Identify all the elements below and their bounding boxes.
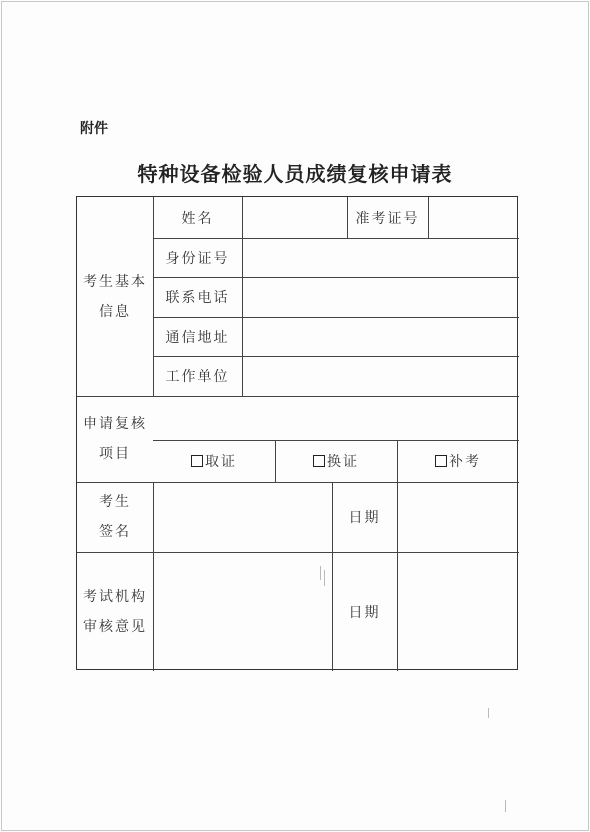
option-qualification-label: 取证 xyxy=(205,454,237,470)
section-request xyxy=(77,396,153,482)
address-label: 通信地址 xyxy=(165,329,230,346)
section-signature-line2: 签名 xyxy=(99,524,131,540)
option-retake-label: 补考 xyxy=(449,454,481,470)
checkbox-icon[interactable] xyxy=(313,455,325,467)
option-renewal-label: 换证 xyxy=(327,454,359,470)
section-signature xyxy=(77,482,153,552)
id-number-field[interactable] xyxy=(242,238,519,277)
request-field[interactable] xyxy=(153,396,519,440)
attachment-label: 附件 xyxy=(80,121,108,137)
name-label: 姓名 xyxy=(181,210,214,227)
scan-mark xyxy=(505,800,506,812)
scan-mark xyxy=(488,708,489,718)
scan-mark xyxy=(320,566,321,580)
review-date-field[interactable] xyxy=(397,552,519,671)
option-renewal[interactable] xyxy=(275,440,397,482)
section-review-line2: 审核意见 xyxy=(83,618,147,635)
section-basic-info-line1: 考生基本 xyxy=(83,273,147,290)
ticket-number-field[interactable] xyxy=(428,197,519,238)
phone-label: 联系电话 xyxy=(165,290,230,306)
section-basic-info-line2: 信息 xyxy=(99,303,131,320)
id-number-label: 身份证号 xyxy=(165,250,230,267)
review-date-label: 日期 xyxy=(348,604,381,621)
name-field[interactable] xyxy=(242,197,347,238)
section-request-line2: 项目 xyxy=(99,446,131,462)
section-signature-line1: 考生 xyxy=(99,494,131,510)
address-field[interactable] xyxy=(242,317,519,356)
section-request-line1: 申请复核 xyxy=(83,416,147,432)
review-opinion-field[interactable] xyxy=(153,552,332,671)
section-review-line1: 考试机构 xyxy=(83,588,147,605)
signature-field[interactable] xyxy=(153,482,332,552)
employer-label: 工作单位 xyxy=(165,369,230,385)
checkbox-icon[interactable] xyxy=(191,455,203,467)
application-form-table xyxy=(76,196,518,670)
option-qualification[interactable] xyxy=(153,440,275,482)
option-retake[interactable] xyxy=(397,440,519,482)
form-title: 特种设备检验人员成绩复核申请表 xyxy=(137,162,453,186)
section-basic-info xyxy=(77,197,153,396)
scan-mark xyxy=(324,570,325,586)
ticket-number-label: 准考证号 xyxy=(355,210,420,227)
phone-field[interactable] xyxy=(242,277,519,317)
section-review xyxy=(77,552,153,671)
date-label: 日期 xyxy=(348,510,381,526)
date-field[interactable] xyxy=(397,482,519,552)
checkbox-icon[interactable] xyxy=(435,455,447,467)
employer-field[interactable] xyxy=(242,356,519,396)
